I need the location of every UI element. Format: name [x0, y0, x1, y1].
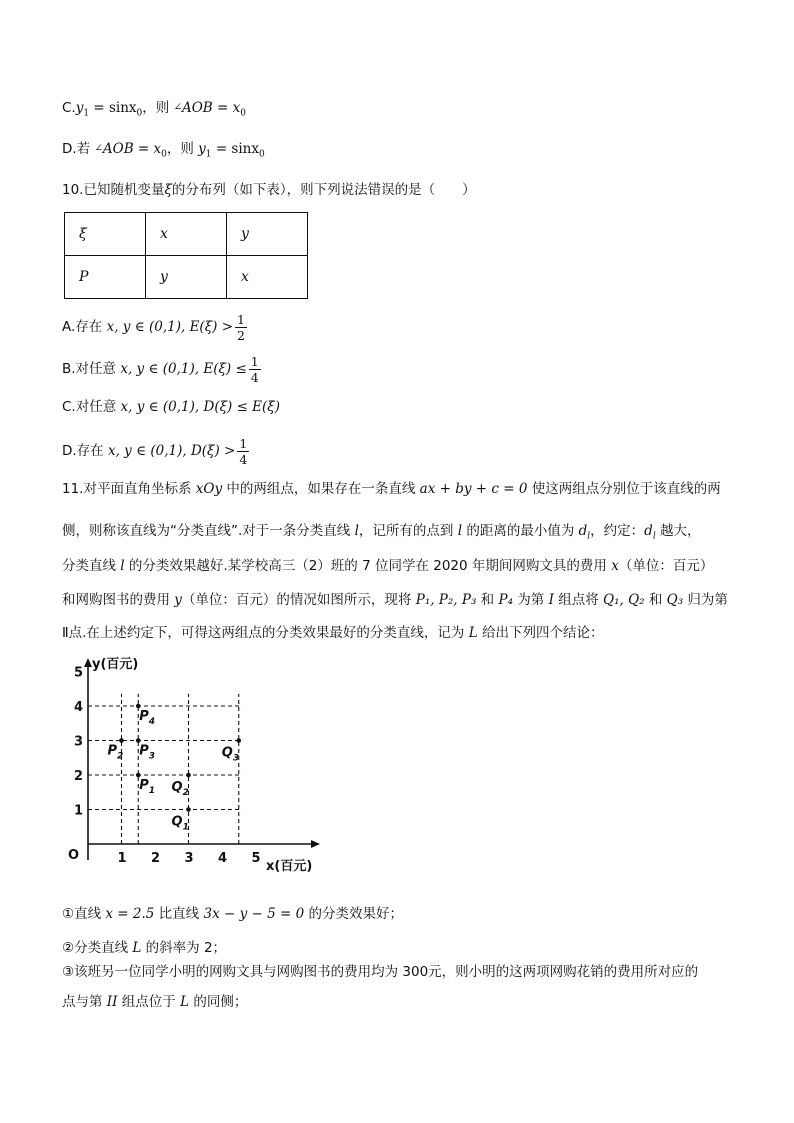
x-axis-arrow [311, 840, 320, 848]
x-tick-label: 3 [184, 851, 194, 866]
q9-option-c: $C.y_1 = \sin x_0$，则 $^\angle AOB = x_0$ [62, 100, 246, 119]
q10-option-a: A.存在 x, y ∈ (0,1), E(ξ) > $\frac{1}{2}$ [62, 312, 245, 343]
point-label: $P_4$ [139, 709, 156, 727]
y-axis-label: y(百元) [92, 657, 139, 672]
q11-line-5: Ⅱ点.在上述约定下，可得这两组点的分类效果最好的分类直线，记为 L 给出下列四个结论： [62, 625, 604, 641]
table-cell: ξ [65, 213, 146, 256]
point-q1 [186, 807, 191, 812]
q11-line-2: 侧，则称该直线为“分类直线”.对于一条分类直线 l，记所有的点到 l 的距离的最小值为 $d_l$，约定：$d_l$ 越大， [62, 523, 701, 542]
data-points [108, 704, 242, 833]
table-row [65, 213, 308, 256]
table-row [65, 256, 308, 299]
x-tick-label: 5 [251, 851, 261, 866]
conclusion-3-cont: 点与第 II 组点位于 L 的同侧； [62, 994, 248, 1010]
y-tick-label: 1 [74, 803, 84, 819]
table-cell: x [146, 213, 227, 256]
y-tick-label: 3 [74, 734, 84, 750]
fraction: $\frac{1}{4}$ [239, 436, 248, 467]
q11-line-4: 和网购图书的费用 y（单位：百元）的情况如图所示，现将 P₁, P₂, P₃ 和 P₄ 为第 I 组点将 Q₁, Q₂ 和 Q₃ 归为第 [62, 592, 728, 608]
origin-label: O [68, 848, 80, 863]
point-label: $Q_3$ [221, 745, 240, 764]
table-cell: x [227, 256, 308, 299]
y-tick-label: 5 [74, 665, 84, 681]
y-tick-labels [74, 666, 83, 819]
point-q2 [186, 773, 191, 778]
grid-lines [88, 694, 242, 844]
q11-line-3: 分类直线 l 的分类效果越好.某学校高三（2）班的 7 位同学在 2020 年期间网购文具的费用 x（单位：百元） [62, 558, 714, 574]
q11-line-1: 11.对平面直角坐标系 xOy 中的两组点，如果存在一条直线 ax + by + c = 0 使这两组点分别位于该直线的两 [62, 481, 721, 497]
point-p4 [136, 704, 141, 709]
point-q3 [236, 738, 241, 743]
table-cell: P [65, 256, 146, 299]
x-tick-label: 4 [218, 851, 228, 866]
point-p3 [136, 738, 141, 743]
point-label: $P_1$ [139, 778, 156, 796]
y-tick-label: 2 [74, 769, 84, 784]
conclusion-2: ②分类直线 L 的斜率为 2； [62, 940, 227, 956]
x-tick-labels [118, 851, 261, 866]
point-p1 [136, 773, 141, 778]
scatter-graph [60, 656, 330, 878]
table-cell: y [227, 213, 308, 256]
angle-symbol: ∠ [173, 102, 182, 113]
table-cell: y [146, 256, 227, 299]
q10-option-d: D.存在 x, y ∈ (0,1), D(ξ) > $\frac{1}{4}$ [62, 436, 248, 467]
point-label: $P_2$ [107, 743, 124, 762]
point-p2 [119, 738, 124, 743]
fraction: $\frac{1}{2}$ [237, 312, 245, 343]
x-tick-label: 2 [151, 851, 161, 866]
fraction: $\frac{1}{4}$ [250, 354, 259, 385]
q10-stem: 10.已知随机变量ξ的分布列（如下表），则下列说法错误的是（ ） [62, 182, 476, 198]
conclusion-1: ①直线 x = 2.5 比直线 3x − y − 5 = 0 的分类效果好； [62, 906, 403, 922]
q10-option-c: C.对任意 x, y ∈ (0,1), D(ξ) ≤ E(ξ) [62, 399, 281, 415]
point-label: $Q_1$ [171, 814, 189, 833]
x-tick-label: 1 [117, 851, 127, 866]
y-tick-label: 4 [74, 700, 84, 715]
x-axis-label: x(百元) [266, 859, 313, 874]
q9-option-d: D.若 $^\angle AOB = x_0$，则 $y_1 = \sin x_0$ [62, 141, 265, 160]
distribution-table [64, 212, 308, 299]
point-label: $Q_2$ [171, 780, 189, 798]
conclusion-3: ③该班另一位同学小明的网购文具与网购图书的费用均为 300元，则小明的这两项网购花销的费用所对应的 [62, 964, 699, 980]
q10-option-b: B.对任意 x, y ∈ (0,1), E(ξ) ≤ $\frac{1}{4}$ [62, 354, 259, 385]
point-label: $P_3$ [139, 743, 156, 762]
angle-symbol: ∠ [94, 143, 103, 154]
y-axis-arrow [84, 658, 92, 667]
